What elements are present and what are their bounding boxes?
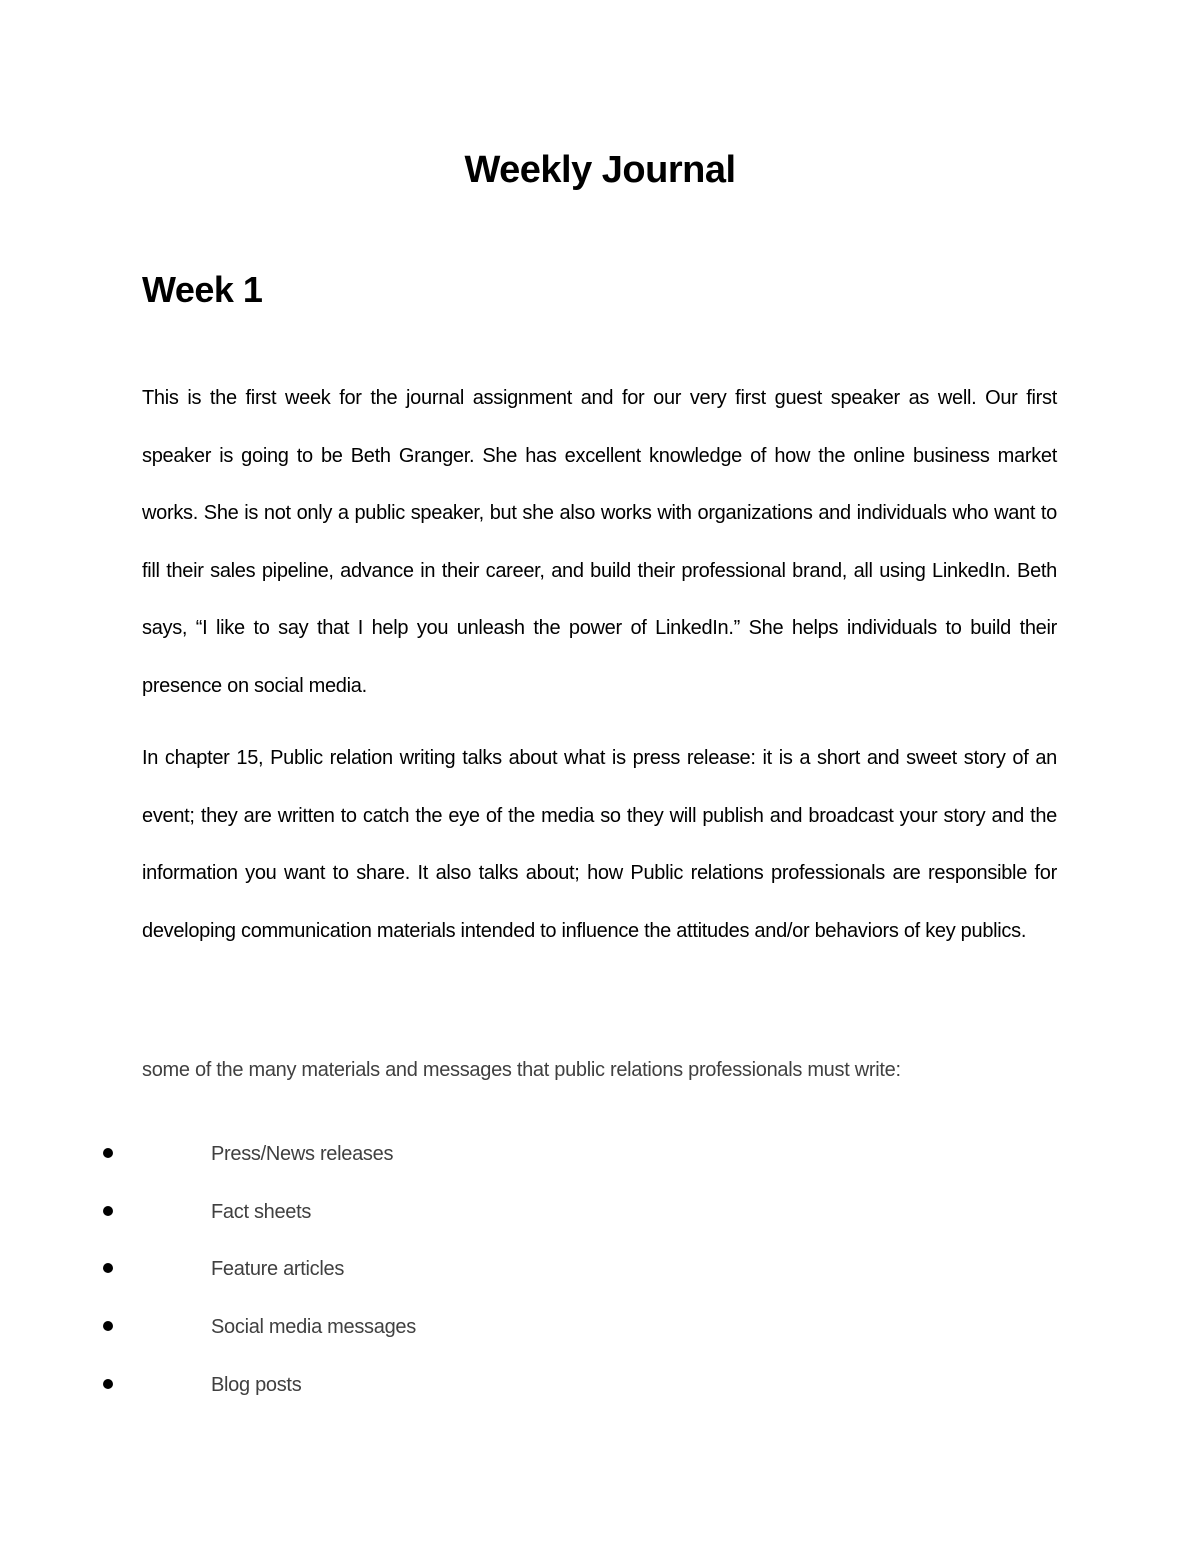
list-intro: some of the many materials and messages that public relations professionals must write: [142, 1059, 901, 1081]
bullet-icon [103, 1321, 113, 1331]
bullet-icon [103, 1379, 113, 1389]
week-heading: Week 1 [142, 269, 263, 310]
list-item [0, 1194, 700, 1252]
bullet-icon [103, 1148, 113, 1158]
paragraph-chapter: In chapter 15, Public relation writing talks about what is press release: it is a short and sweet story of an event; they are written to catch the eye of the media so they will publish and broadcast your story and the information you want to share. It also talks about; how Public relations professionals are responsible for developing communication materials intended to influence the attitudes and/or behaviors of key publics. [142, 747, 1057, 942]
list-item-text: Press/News releases [211, 1143, 394, 1165]
list-item [0, 1309, 700, 1367]
list-item-text: Feature articles [211, 1258, 345, 1281]
list-item-text: Social media messages [211, 1316, 416, 1339]
paragraph-speaker: This is the first week for the journal assignment and for our very first guest speaker as well. Our first speaker is going to be Beth Granger. She has excellent knowledge of how the online business market works. She is not only a public speaker, but she also works with organizations and individuals who want to fill their sales pipeline, advance in their career, and build their professional brand, all using LinkedIn. Beth says, “I like to say that I help you unleash the power of LinkedIn.” She helps individuals to build their presence on social media. [142, 387, 1057, 697]
list-item [0, 1367, 700, 1425]
bullet-icon [103, 1263, 113, 1273]
list-item [0, 1136, 700, 1194]
list-item-text: Fact sheets [211, 1200, 312, 1223]
bullet-icon [103, 1206, 113, 1216]
page-title: Weekly Journal [464, 149, 736, 191]
list-item-text: Blog posts [211, 1373, 302, 1396]
materials-list [0, 1136, 700, 1424]
list-item [0, 1251, 700, 1309]
